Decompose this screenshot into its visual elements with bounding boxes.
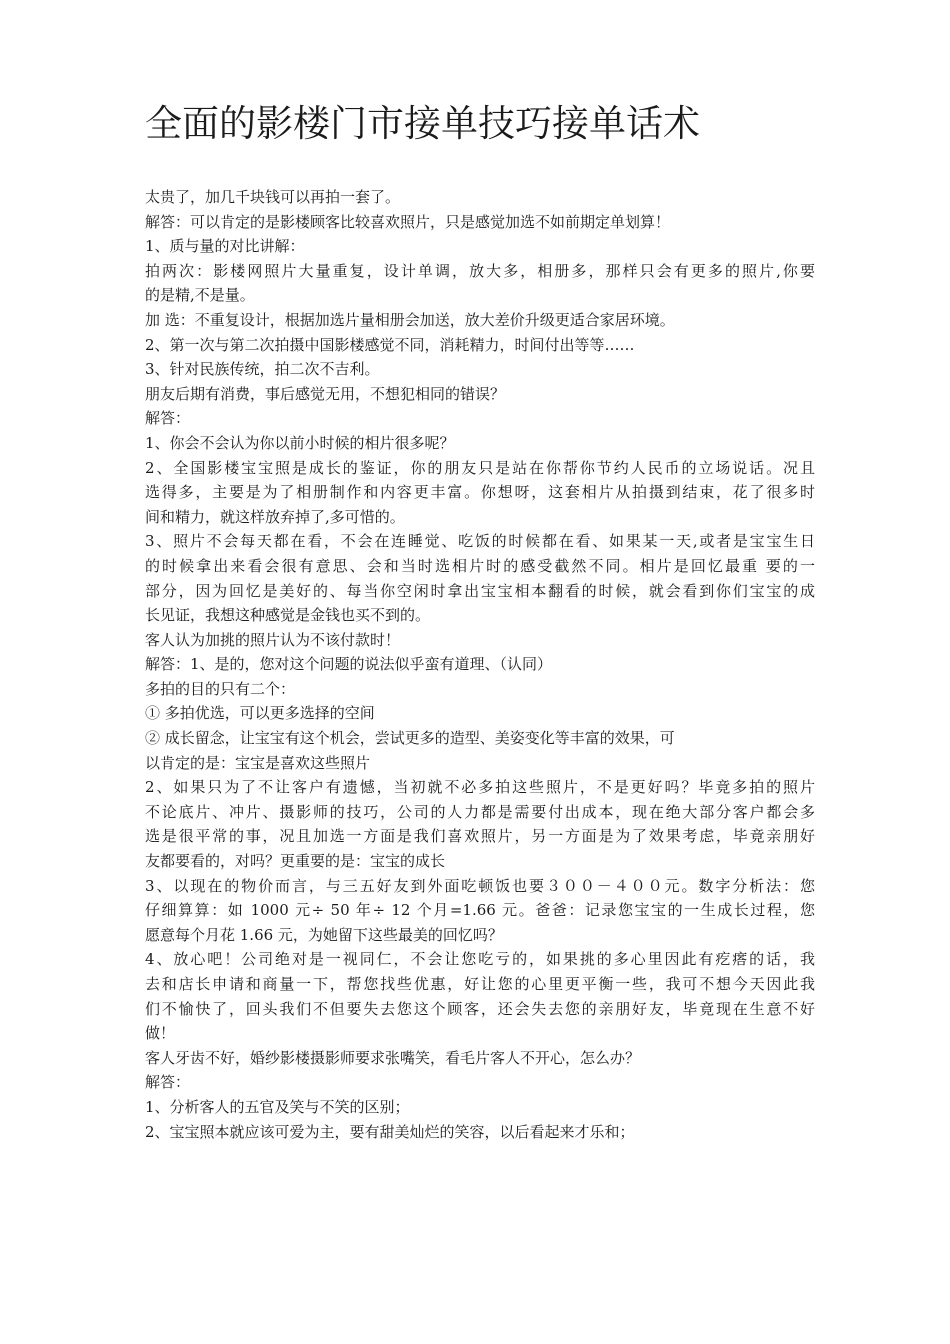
document-body [145, 185, 815, 1144]
paragraph-line: 做！ [145, 1024, 176, 1043]
paragraph-line: 客人认为加挑的照片认为不该付款时！ [145, 630, 401, 649]
paragraph-line: 客人牙齿不好，婚纱影楼摄影师要求张嘴笑，看毛片客人不开心，怎么办？ [145, 1048, 641, 1067]
paragraph-line: 拍两次：影楼网照片大量重复，设计单调，放大多，相册多，那样只会有更多的照片,你要 [145, 261, 815, 280]
paragraph-line: 3、以现在的物价而言，与三五好友到外面吃顿饭也要３００－４００元。数字分析法：您 [145, 876, 815, 895]
paragraph-line: 1、分析客人的五官及笑与不笑的区别； [145, 1097, 410, 1116]
paragraph-line: 太贵了，加几千块钱可以再拍一套了。 [145, 188, 401, 206]
paragraph-line: 2、宝宝照本就应该可爱为主，要有甜美灿烂的笑容，以后看起来才乐和； [145, 1122, 635, 1141]
paragraph-line: 解答：可以肯定的是影楼顾客比较喜欢照片，只是感觉加选不如前期定单划算！ [145, 212, 671, 231]
paragraph-line: 朋友后期有消费，事后感觉无用，不想犯相同的错误？ [145, 384, 506, 403]
paragraph-line: 3、针对民族传统，拍二次不吉利。 [145, 360, 380, 379]
document-title: 全面的影楼门市接单技巧接单话术 [145, 102, 700, 145]
paragraph-line: 2、如果只为了不让客户有遗憾，当初就不必多拍这些照片，不是更好吗？毕竟多拍的照片 [145, 778, 815, 797]
paragraph-line: 愿意每个月花 1.66 元，为她留下这些最美的回忆吗？ [145, 925, 503, 944]
paragraph-line: 不论底片、冲片、摄影师的技巧，公司的人力都是需要付出成本，现在绝大部分客户都会多 [145, 802, 815, 821]
paragraph-line: 选是很平常的事，况且加选一方面是我们喜欢照片，另一方面是为了效果考虑，毕竟亲朋好 [145, 827, 815, 846]
paragraph-line: 加 选：不重复设计，根据加选片量相册会加送，放大差价升级更适合家居环境。 [145, 310, 675, 329]
paragraph-line: 解答：1、是的，您对这个问题的说法似乎蛮有道理、（认同） [145, 655, 553, 674]
paragraph-line: 部分，因为回忆是美好的、每当你空闲时拿出宝宝相本翻看的时候，就会看到你们宝宝的成 [145, 581, 815, 600]
paragraph-line: 解答： [145, 409, 191, 428]
paragraph-line: 友都要看的，对吗？更重要的是：宝宝的成长 [145, 852, 446, 871]
paragraph-line: 1、你会不会认为你以前小时候的相片很多呢？ [145, 433, 455, 452]
paragraph-line: 3、照片不会每天都在看，不会在连睡觉、吃饭的时候都在看、如果某一天,或者是宝宝生日 [145, 532, 815, 551]
paragraph-line: 长见证，我想这种感觉是金钱也买不到的。 [145, 606, 431, 625]
paragraph-line: 多拍的目的只有二个： [145, 679, 296, 698]
paragraph-line: ② 成长留念，让宝宝有这个机会，尝试更多的造型、美姿变化等丰富的效果，可 [145, 729, 675, 748]
paragraph-line: 选得多，主要是为了相册制作和内容更丰富。你想呀，这套相片从拍摄到结束，花了很多时 [145, 483, 815, 502]
paragraph-line: 间和精力，就这样放弃掉了,多可惜的。 [145, 507, 405, 526]
paragraph-line: 仔细算算：如 1000 元÷ 50 年÷ 12 个月=1.66 元。爸爸：记录您宝宝的一生成长过程，您 [145, 901, 815, 920]
paragraph-line: 的是精,不是量。 [145, 286, 255, 305]
paragraph-line: 4、放心吧！公司绝对是一视同仁，不会让您吃亏的，如果挑的多心里因此有疙瘩的话，我 [145, 950, 815, 969]
paragraph-line: ① 多拍优选，可以更多选择的空间 [145, 704, 375, 723]
paragraph-line: 2、全国影楼宝宝照是成长的鉴证，你的朋友只是站在你帮你节约人民币的立场说话。况且 [145, 458, 815, 477]
paragraph-line: 的时候拿出来看会很有意思、会和当时选相片时的感受截然不同。相片是回忆最重 要的一 [145, 556, 815, 575]
paragraph-line: 解答： [145, 1073, 191, 1092]
paragraph-line: 1、质与量的对比讲解： [145, 237, 305, 256]
paragraph-line: 们不愉快了，回头我们不但要失去您这个顾客，还会失去您的亲朋好友，毕竟现在生意不好 [145, 999, 815, 1018]
paragraph-line: 2、第一次与第二次拍摄中国影楼感觉不同，消耗精力，时间付出等等…… [145, 335, 635, 354]
paragraph-line: 去和店长申请和商量一下，帮您找些优惠，好让您的心里更平衡一些，我可不想今天因此我 [145, 975, 815, 993]
paragraph-line: 以肯定的是：宝宝是喜欢这些照片 [145, 753, 371, 772]
